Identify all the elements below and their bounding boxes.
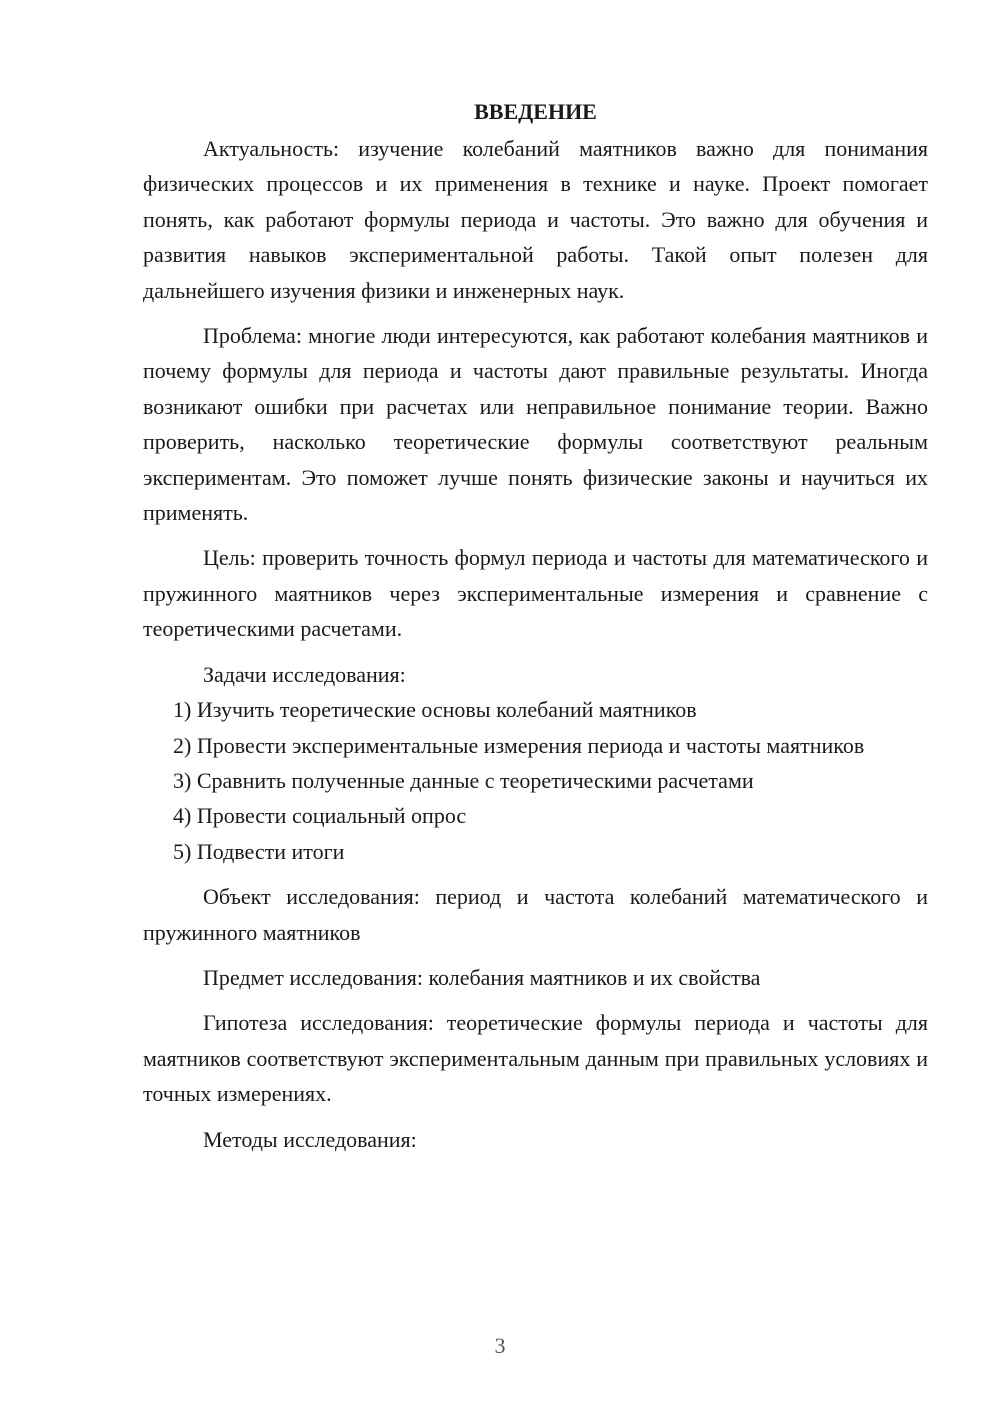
section-title: ВВЕДЕНИЕ <box>474 99 597 124</box>
relevance-paragraph: Актуальность: изучение колебаний маятников важно для понимания физических процессов и их применения в технике и науке. Проект помогает понять, как работают формулы периода и частоты. Это важно для обучения и развития навыков экспериментальной работы. Такой опыт полезен для дальнейшего изучения физики и инженерных наук. <box>143 136 928 303</box>
task-item: 3) Сравнить полученные данные с теоретическими расчетами <box>173 767 754 793</box>
page-content <box>143 94 928 1157</box>
task-item: 4) Провести социальный опрос <box>173 803 467 829</box>
tasks-heading: Задачи исследования: <box>203 661 406 687</box>
hypothesis-paragraph: Гипотеза исследования: теоретические формулы периода и частоты для маятников соответствуют экспериментальным данным при правильных условиях и точных измерениях. <box>143 1010 928 1107</box>
problem-paragraph: Проблема: многие люди интересуются, как работают колебания маятников и почему формулы для периода и частоты дают правильные результаты. Иногда возникают ошибки при расчетах или неправильное понимание теории. Важно проверить, насколько теоретические формулы соответствуют реальным экспериментам. Это поможет лучше понять физические законы и научиться их применять. <box>143 323 928 526</box>
methods-heading: Методы исследования: <box>203 1126 417 1152</box>
subject-paragraph: Предмет исследования: колебания маятников и их свойства <box>203 964 761 990</box>
page-number: 3 <box>494 1333 506 1358</box>
task-item: 5) Подвести итоги <box>173 838 345 864</box>
goal-paragraph: Цель: проверить точность формул периода и частоты для математического и пружинного маятников через экспериментальные измерения и сравнение с теоретическими расчетами. <box>143 545 928 642</box>
task-item: 1) Изучить теоретические основы колебаний маятников <box>173 697 697 723</box>
task-item: 2) Провести экспериментальные измерения периода и частоты маятников <box>173 732 865 758</box>
object-paragraph: Объект исследования: период и частота колебаний математического и пружинного маятников <box>143 884 928 945</box>
